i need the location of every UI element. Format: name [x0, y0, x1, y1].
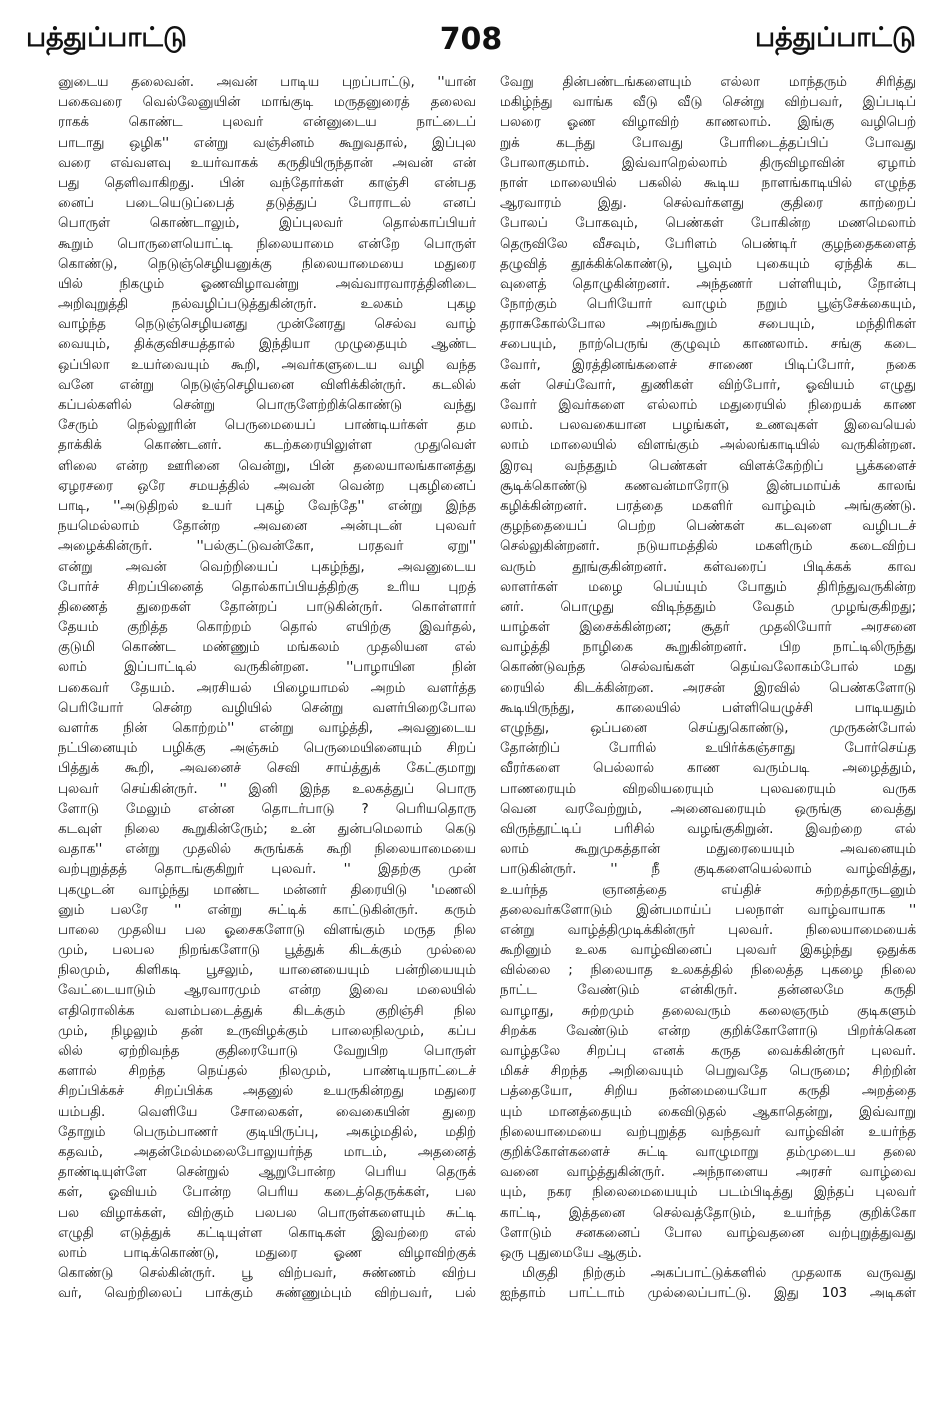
- text-line: தோறும் பெரும்பாணர் குடியிருப்பு, அகழ்மதில், மதிற்: [58, 1123, 476, 1140]
- text-line: யும் மானத்தையும் கைவிடுதல் ஆகாதென்று, இவ்வாறு: [500, 1103, 916, 1120]
- text-line: என்று வாழ்த்திமுடிக்கின்ருர் புலவர். நிலையாமையைக்: [500, 921, 916, 938]
- text-line: தாக்கிக் கொண்டனர். கடற்கரையிலுள்ள முதுவெள்: [58, 437, 476, 454]
- text-line: கொண்டு செல்கின்ருர். பூ விற்பவர், சுண்ணம் விற்ப: [58, 1265, 476, 1282]
- text-line: னுடைய தலைவன். அவன் பாடிய புறப்பாட்டு, ''யான்: [58, 74, 476, 90]
- text-line: தெருவிலே வீசவும், பேரிளம் பெண்டிர் குழந்தைகளைத்: [500, 235, 916, 252]
- text-line: நிலையாமையை வற்புறுத்த வந்தவர் வாழ்வின் உயர்ந்த: [500, 1123, 916, 1140]
- text-line: தழுவித் தூக்கிக்கொண்டு, பூவும் புகையும் ஏந்திக் கட: [500, 255, 916, 272]
- text-line: களால் சிறந்த நெய்தல் நிலமும், பாண்டியநாட்டைச்: [58, 1063, 476, 1080]
- text-line: தோன்றிப் போரில் உயிர்க்கஞ்சாது போர்செய்த: [500, 740, 916, 757]
- text-line: வாழ்த்தி நாழிகை கூறுகின்றனர். பிற நாட்டிலிருந்து: [500, 639, 916, 656]
- right-text-column: [500, 72, 916, 1412]
- text-line: நாள் மாலையில் பகலில் கூடிய நாளங்காடியில் எழுந்த: [500, 174, 916, 191]
- text-line: போலப் போகவும், பெண்கள் போகின்ற மணமெலாம்: [500, 215, 916, 232]
- text-line: பல விழாக்கள், விற்கும் பலபல பொருள்களையும் சுட்டி: [58, 1204, 476, 1221]
- text-line: நயமெல்லாம் தோன்ற அவனை அன்புடன் புலவர்: [58, 518, 476, 535]
- text-line: ரையில் கிடக்கின்றன. அரசன் இரவில் பெண்களோடு: [500, 679, 916, 696]
- text-line: பொருள் கொண்டாலும், இப்புலவர் தொல்காப்பியர்: [58, 215, 476, 232]
- text-line: னும் பலரே '' என்று சுட்டிக் காட்டுகின்ருர். கரும்: [58, 901, 476, 918]
- text-line: லாம் இப்பாட்டில் வருகின்றன. ''பாழாயின நின்: [58, 659, 476, 676]
- text-line: காட்டி, இத்தனை செல்வத்தோடும், உயர்ந்த குறிக்கோ: [500, 1204, 916, 1221]
- text-line: ளோடும் சனகனைப் போல வாழ்வதனை வற்புறுத்துவது: [500, 1224, 916, 1241]
- text-line: புகழுடன் வாழ்ந்து மாண்ட மன்னர் திரையிடு 'மணலி: [58, 881, 476, 898]
- text-line: யும், நகர நிலைமையையும் படம்பிடித்து இந்தப் புலவர்: [500, 1184, 916, 1201]
- text-line: வோர், இரத்தினங்களைச் சாணை பிடிப்போர், நகை: [500, 356, 916, 373]
- text-line: எழுதி எடுத்துக் கட்டியுள்ள கொடிகள் இவற்றை எல்: [58, 1224, 476, 1241]
- text-line: பெரியோர் சென்ற வழியில் சென்று வளர்பிறைபோல: [58, 699, 476, 716]
- text-line: இரவு வந்ததும் பெண்கள் விளக்கேற்றிப் பூக்களைச்: [500, 457, 916, 474]
- text-line: வற்புறுத்தத் தொடங்குகிறுர் புலவர். '' இதற்கு முன்: [58, 861, 476, 878]
- text-line: குறிக்கோள்களைச் சுட்டி வாழுமாறு தம்முடைய தலை: [500, 1143, 916, 1160]
- text-line: ஏழரசரை ஒரே சமயத்தில் அவன் வென்ற புகழினைப்: [58, 477, 476, 494]
- text-line: தலைவர்களோடும் இன்பமாய்ப் பலநாள் வாழ்வாயாக '': [500, 901, 916, 918]
- text-line: பாடுகின்ருர். '' நீ குடிகளையெல்லாம் வாழ்வித்து,: [500, 861, 916, 878]
- text-line: மகிழ்ந்து வாங்க வீடு வீடு சென்று விற்பவர், இப்படிப்: [500, 94, 916, 111]
- text-line: நோற்கும் பெரியோர் வாழும் நறும் பூஞ்சேக்கையும்,: [500, 296, 916, 313]
- text-line: வாழாது, சுற்றமும் தலைவரும் கலைஞரும் குடிகளும்: [500, 1002, 916, 1019]
- text-line: அறிவுறுத்தி நல்வழிப்படுத்துகின்ருர். உலகம் புகழ: [58, 296, 476, 313]
- text-line: வென வரவேற்றும், அனைவரையும் ஒருங்கு வைத்து: [500, 800, 916, 817]
- text-line: வளர்க நின் கொற்றம்'' என்று வாழ்த்தி, அவனுடைய: [58, 720, 476, 736]
- text-line: வையும், திக்குவிசயத்தால் இந்தியா முழுதையும் ஆண்ட: [58, 336, 476, 353]
- text-line: யாழ்கள் இசைக்கின்றன; சூதர் முதலியோர் அரசனை: [500, 619, 916, 636]
- text-line: குழந்தையைப் பெற்ற பெண்கள் கடவுளை வழிபடச்: [500, 518, 916, 535]
- text-line: யில் நிகழும் ஓணவிழாவன்று அவ்வாரவாரத்தினிடை: [58, 275, 476, 292]
- text-line: றுக் கடந்து போவது போரிடைத்தப்பிப் போவது: [500, 134, 916, 151]
- text-line: சூடிக்கொண்டு கணவன்மாரோடு இன்பமாய்க் காலங்: [500, 477, 916, 494]
- text-line: வதாக'' என்று முதலில் சுருங்கக் கூறி நிலையாமையை: [58, 841, 476, 858]
- text-line: ஒரு புதுமையே ஆகும்.: [500, 1244, 642, 1261]
- text-line: வேட்டையாடும் ஆரவாரமும் என்ற இவை மலையில்: [58, 982, 476, 999]
- text-line: சேரும் நெல்லூரின் பெருமையைப் பாண்டியர்கள் தம: [58, 417, 476, 434]
- text-line: பாலை முதலிய பல ஓசைகளோடு விளங்கும் மருத நில: [58, 921, 476, 938]
- text-line: லாளர்கள் மழை பெய்யும் போதும் திரிந்துவருகின்ற: [500, 578, 916, 595]
- text-line: பாடி, ''அடுதிறல் உயர் புகழ் வேந்தே'' என்று இந்த: [58, 497, 476, 514]
- text-line: பது தெளிவாகிறது. பின் வந்தோர்கள் காஞ்சி என்பத: [58, 174, 476, 191]
- text-line: சிறக்க வேண்டும் என்ற குறிக்கோளோடு பிறர்க்கென: [500, 1022, 916, 1039]
- text-line: ளிலை என்ற ஊரினை வென்று, பின் தலையாலங்கானத்து: [58, 457, 476, 474]
- text-line: திணைத் துறைகள் தோன்றப் பாடுகின்ருர். கொள்ளார்: [58, 598, 476, 615]
- text-line: மிகச் சிறந்த அறிவையும் பெறுவதே பெருமை; சிற்றின்: [500, 1063, 916, 1080]
- text-line: வாழ்தலே சிறப்பு எனக் கருத வைக்கின்ருர் புலவர்.: [500, 1043, 916, 1059]
- text-line: செல்லுகின்றனர். நடுயாமத்தில் மகளிரும் கடைவிற்ப: [500, 538, 916, 555]
- text-line: என்று அவன் வெற்றியைப் புகழ்ந்து, அவனுடைய: [58, 558, 476, 575]
- text-line: தேயம் குறித்த கொற்றம் தொல் எயிற்கு இவர்தல்,: [58, 619, 476, 636]
- text-line: கொண்டு, நெடுஞ்செழியனுக்கு நிலையாமையை மதுரை: [58, 255, 476, 272]
- text-line: நட்பினையும் பழிக்கு அஞ்சும் பெருமையினையும் சிறப்: [58, 740, 476, 757]
- text-line: உயர்ந்த ஞானத்தை எய்திச் சுற்றத்தாருடனும்: [500, 881, 916, 898]
- running-title-left: பத்துப்பாட்டு: [26, 22, 187, 53]
- text-line: ளோடு மேலும் என்ன தொடர்பாடு ? பெரியதொரு: [58, 800, 476, 817]
- text-line: எதிரொலிக்க வளம்படைத்துக் கிடக்கும் குறிஞ்சி நில: [58, 1002, 476, 1019]
- text-line: வனே என்று நெடுஞ்செழியனை விளிக்கின்ருர். கடலில்: [58, 376, 476, 393]
- text-line: குடுமி கொண்ட மண்ணும் மங்கலம் முதலியன எல்: [58, 639, 476, 656]
- text-line: சிறப்பிக்கச் சிறப்பிக்க அதனுல் உயருகின்றது மதுரை: [58, 1083, 476, 1100]
- text-line: வேறு தின்பண்டங்களையும் எல்லா மாந்தரும் சிரித்து: [500, 74, 916, 90]
- text-line: மும், பலபல நிறங்களோடு பூத்துக் கிடக்கும் முல்லை: [58, 942, 476, 959]
- text-line: தராசுகோல்போல அறங்கூறும் சபையும், மந்திரிகள்: [500, 316, 916, 333]
- text-line: லாம். பலவகையான பழங்கள், உணவுகள் இவையெல்: [500, 417, 916, 434]
- text-line: மிகுதி நிற்கும் அகப்பாட்டுக்களில் முதலாக வருவது: [522, 1265, 916, 1282]
- text-line: கள் செய்வோர், துணிகள் விற்போர், ஓவியம் எழுது: [500, 376, 916, 393]
- text-line: வாழ்ந்த நெடுஞ்செழியனது முன்னேரது செல்வ வாழ்: [58, 316, 476, 333]
- text-line: தாண்டியுள்ளே சென்றுல் ஆறுபோன்ற பெரிய தெருக்: [58, 1164, 476, 1181]
- text-line: கூறும் பொருளையொட்டி நிலையாமை என்றே பொருள்: [58, 235, 476, 252]
- text-line: லாம் மாலையில் விளங்கும் அல்லங்காடியில் வருகின்றன.: [500, 437, 916, 454]
- text-line: கடவுள் நிலை கூறுகின்ருேம்; உன் துன்பமெலாம் கெடு: [58, 820, 476, 837]
- text-line: கழிக்கின்றனர். பரத்தை மகளிர் வாழ்வும் அங்குண்டு.: [500, 497, 916, 514]
- text-line: வரும் தூங்குகின்றனர். கள்வரைப் பிடிக்கக் காவ: [500, 558, 916, 575]
- text-line: நாட்ட வேண்டும் என்கிருர். தன்னலமே கருதி: [500, 982, 916, 999]
- text-line: பகைவரை வெல்லேனுயின் மாங்குடி மருதனுரைத் தலைவ: [58, 94, 476, 111]
- text-line: ஐந்தாம் பாட்டாம் முல்லைப்பாட்டு. இது 103 அடிகள்: [500, 1285, 916, 1302]
- text-line: கூடியிருந்து, காலையில் பள்ளியெழுச்சி பாடியதும்: [500, 699, 916, 716]
- text-line: பித்துக் கூறி, அவனைச் செவி சாய்த்துக் கேட்குமாறு: [58, 760, 476, 777]
- text-line: னைப் படையெடுப்பைத் தடுத்துப் போராடல் எனப்: [58, 195, 476, 212]
- text-line: கள், ஓவியம் போன்ற பெரிய கடைத்தெருக்கள், பல: [58, 1184, 476, 1201]
- text-line: லாம் பாடிக்கொண்டு, மதுரை ஓண விழாவிற்குக்: [58, 1244, 476, 1261]
- text-line: பலரை ஓண விழாவிற் காணலாம். இங்கு வழிபெற்: [500, 114, 916, 131]
- text-line: நிலமும், கிளிகடி பூசலும், யானையையும் பன்றியையும்: [58, 962, 476, 979]
- text-line: ஒப்பிலா உயர்வையும் கூறி, அவர்களுடைய வழி வந்த: [58, 356, 476, 373]
- left-text-column: [58, 72, 476, 1412]
- text-line: போர்ச் சிறப்பினைத் தொல்காப்பியத்திற்கு உரிய புறத்: [58, 578, 476, 595]
- page-number: 708: [439, 22, 503, 57]
- text-line: வரை எவ்வளவு உயர்வாகக் கருதியிருந்தான் அவன் என்: [58, 154, 476, 171]
- text-line: கொண்டுவந்த செல்வங்கள் தெய்வலோகம்போல் மது: [500, 659, 916, 676]
- running-title-right: பத்துப்பாட்டு: [755, 22, 916, 53]
- text-line: வீரர்களை பெல்லால் காண வரும்படி அழைத்தும்,: [500, 760, 916, 777]
- text-line: லில் ஏற்றிவந்த குதிரையோடு வேறுபிற பொருள்: [58, 1043, 476, 1059]
- text-line: பத்தையோ, சிறிய நன்மையையோ கருதி அறத்தை: [500, 1083, 916, 1100]
- text-line: வுளைத் தொழுகின்றனர். அந்தணர் பள்ளியும், நோன்பு: [500, 275, 916, 292]
- text-line: அழைக்கின்ருர். ''பல்குட்டுவன்கோ, பரதவர் ஏறு'': [58, 538, 476, 555]
- text-line: கூறினும் உலக வாழ்வினைப் புலவர் இகழ்ந்து ஒதுக்க: [500, 942, 916, 959]
- text-line: கப்பல்களில் சென்று பொருளேற்றிக்கொண்டு வந்து: [58, 397, 476, 413]
- text-line: லாம் கூறுமுகத்தான் மதுரையையும் அவனையும்: [500, 841, 916, 858]
- text-line: மும், நிழலும் தன் உருவிழக்கும் பாலைநிலமும், கப்ப: [58, 1022, 476, 1039]
- text-line: வர், வெற்றிலைப் பாக்கும் சுண்ணும்பும் விற்பவர், பல்: [58, 1285, 476, 1302]
- text-line: வில்லை ; நிலையாத உலகத்தில் நிலைத்த புகழை நிலை: [500, 962, 916, 979]
- text-line: ஆரவாரம் இது. செல்வர்களது குதிரை காற்றைப்: [500, 195, 916, 212]
- text-line: சபையும், நாற்பெருங் குழுவும் காணலாம். சங்கு கடை: [500, 336, 916, 353]
- text-line: னர். பொழுது விடிந்ததும் வேதம் முழங்குகிறது;: [500, 598, 916, 615]
- text-line: எழுந்து, ஒப்பனை செய்துகொண்டு, முருகன்போல்: [500, 720, 916, 736]
- text-line: பகைவர் தேயம். அரசியல் பிழையாமல் அறம் வளர்த்த: [58, 679, 476, 696]
- text-line: பாடாது ஒழிக'' என்று வஞ்சினம் கூறுவதால், இப்புல: [58, 134, 476, 151]
- text-line: கதவம், அதன்மேல்மலைபோலுயர்ந்த மாடம், அதனைத்: [58, 1143, 476, 1160]
- text-line: யம்பதி. வெளியே சோலைகள், வைகையின் துறை: [58, 1103, 476, 1120]
- page-header: [26, 22, 916, 66]
- text-line: பாணரையும் விறலியரையும் புலவரையும் வருக: [500, 780, 916, 797]
- text-line: வனை வாழ்த்துகின்ருர். அந்நாளைய அரசர் வாழ்வை: [500, 1164, 916, 1181]
- text-line: வோர் இவர்களை எல்லாம் மதுரையில் நிறையக் காண: [500, 397, 916, 413]
- text-line: போலாகுமாம். இவ்வாறெல்லாம் திருவிழாவின் ஏழாம்: [500, 154, 916, 171]
- text-line: விருந்தூட்டிப் பரிசில் வழங்குகிறுன். இவற்றை எல்: [500, 820, 916, 837]
- text-line: புலவர் செய்கின்ருர். '' இனி இந்த உலகத்துப் பொரு: [58, 780, 476, 797]
- text-line: ராகக் கொண்ட புலவர் என்னுடைய நாட்டைப்: [58, 114, 476, 131]
